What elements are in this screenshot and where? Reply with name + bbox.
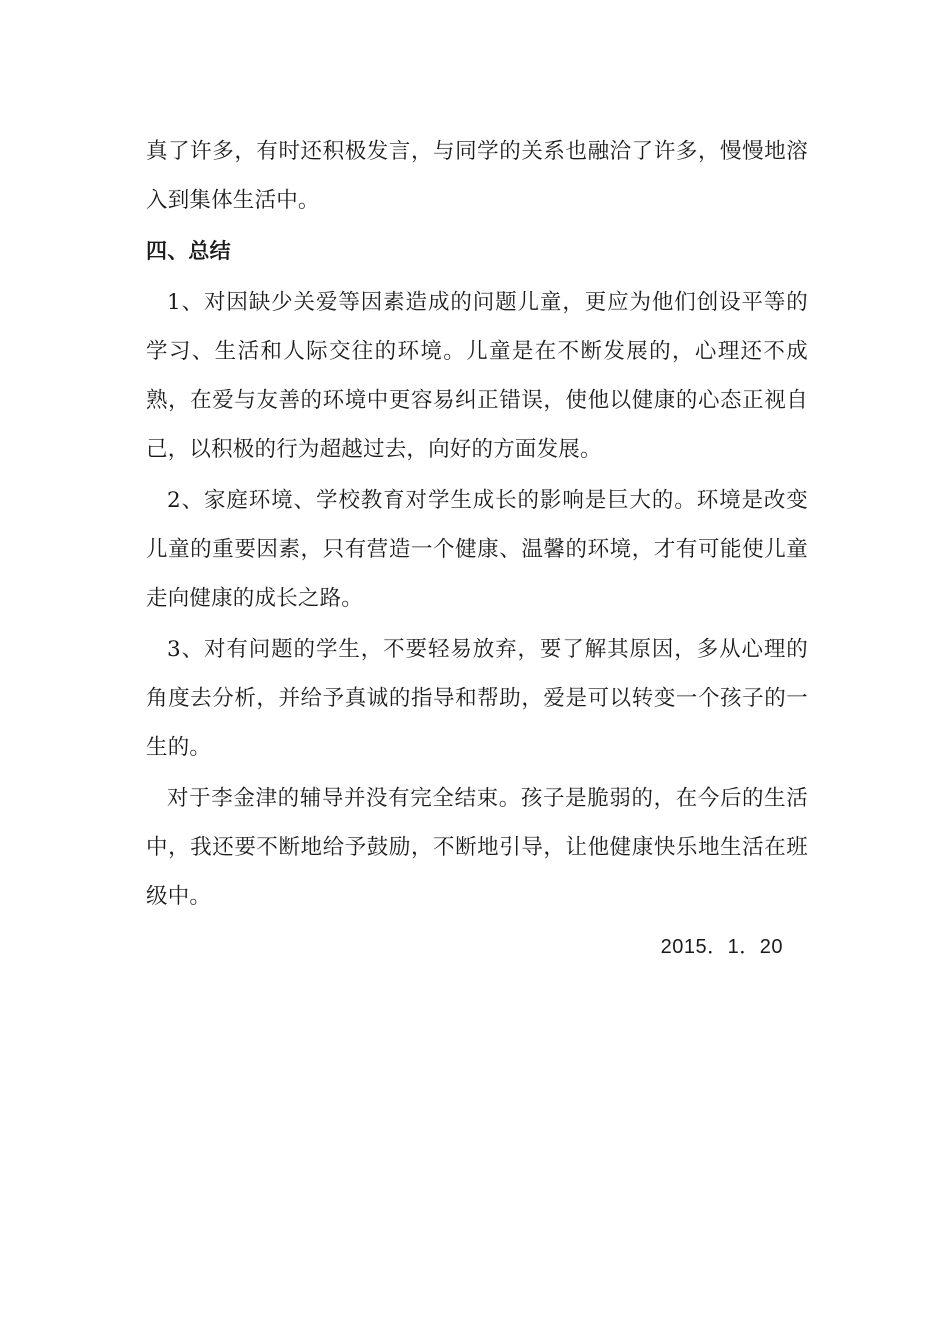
- document-body: [146, 127, 808, 923]
- continuation-paragraph: 真了许多，有时还积极发言，与同学的关系也融洽了许多，慢慢地溶入到集体生活中。: [146, 139, 808, 213]
- summary-paragraph-1: 1、对因缺少关爱等因素造成的问题儿童，更应为他们创设平等的学习、生活和人际交往的环境。儿童是在不断发展的，心理还不成熟，在爱与友善的环境中更容易纠正错误，使他以健康的心态正视自己，以积极的行为超越过去，向好的方面发展。: [146, 290, 808, 462]
- closing-paragraph: 对于李金津的辅导并没有完全结束。孩子是脆弱的，在今后的生活中，我还要不断地给予鼓励，不断地引导，让他健康快乐地生活在班级中。: [146, 786, 808, 909]
- summary-paragraph-2: 2、家庭环境、学校教育对学生成长的影响是巨大的。环境是改变儿童的重要因素，只有营造一个健康、温馨的环境，才有可能使儿童走向健康的成长之路。: [146, 488, 808, 611]
- document-date: 2015．1．20: [660, 936, 783, 958]
- summary-paragraph-3: 3、对有问题的学生，不要轻易放弃，要了解其原因，多从心理的角度去分析，并给予真诚的指导和帮助，爱是可以转变一个孩子的一生的。: [146, 637, 808, 760]
- section-heading: 四、总结: [146, 239, 231, 263]
